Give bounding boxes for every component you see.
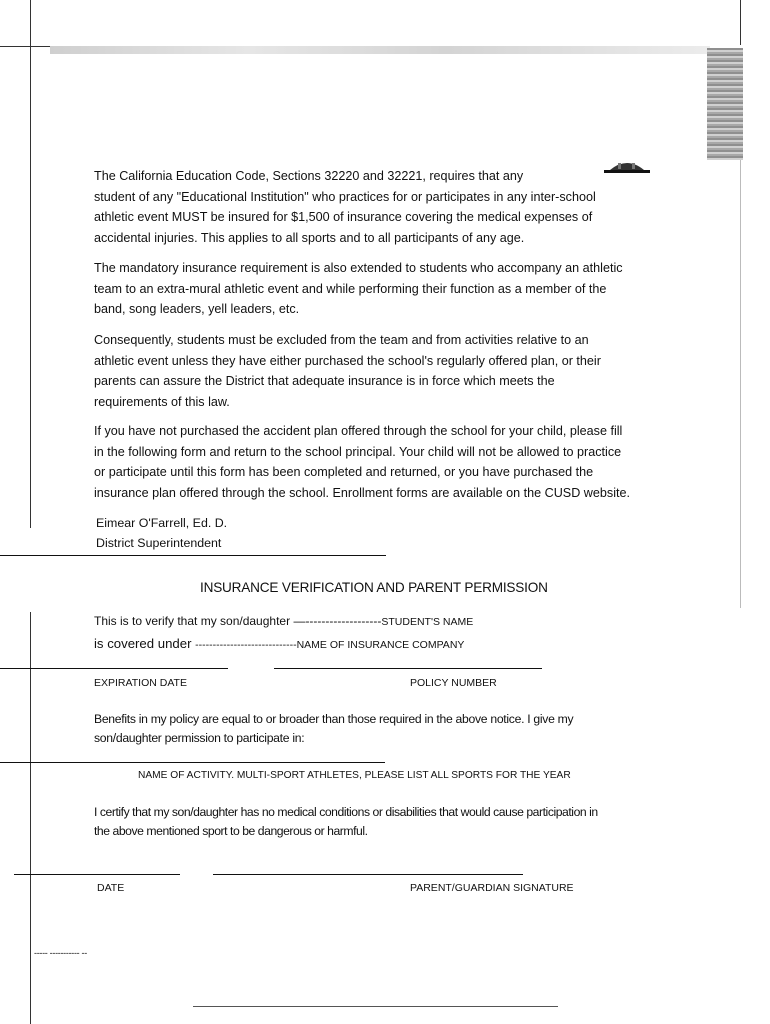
signatory-block: [96, 513, 227, 553]
insurance-company-label: NAME OF INSURANCE COMPANY: [296, 639, 465, 651]
left-margin-rule-top: [30, 0, 31, 528]
bottom-dashes: ----- ----------- --: [34, 948, 87, 958]
activity-field[interactable]: [0, 762, 385, 763]
insurance-company-line[interactable]: is covered under -----------------------------NAME OF INSURANCE COMPANY: [94, 636, 465, 651]
policy-number-field[interactable]: [274, 668, 542, 669]
activity-label: NAME OF ACTIVITY. MULTI-SPORT ATHLETES, PLEASE LIST ALL SPORTS FOR THE YEAR: [138, 770, 571, 781]
form-heading: INSURANCE VERIFICATION AND PARENT PERMISSION: [200, 580, 548, 595]
instructions-paragraph: If you have not purchased the accident plan offered through the school for your child, please fill in the following form and return to the school principal. Your child will not be allowed to practice or participate until this form has been completed and returned, or you have purchased the insurance plan offered through the school. Enrollment forms are available on the CUSD website.: [94, 424, 630, 500]
student-name-label: STUDENT'S NAME: [381, 616, 474, 628]
student-name-line[interactable]: This is to verify that my son/daughter —-------------------STUDENT'S NAME: [94, 614, 474, 628]
left-margin-rule-bottom: [30, 612, 31, 1024]
exclusion-paragraph: Consequently, students must be excluded from the team and from activities relative to an athletic event unless they have either purchased the school's regularly offered plan, or their parents can assure the District that adequate insurance is in force which meets the requirements of this law.: [94, 333, 601, 409]
top-scan-band: [50, 46, 710, 54]
mandatory-insurance-paragraph: The mandatory insurance requirement is also extended to students who accompany an athletic team to an extra-mural athletic event and while performing their function as a member of the band, song leaders, yell leaders, etc.: [94, 261, 623, 316]
date-field[interactable]: [14, 874, 180, 875]
right-scan-band: [707, 48, 743, 160]
benefits-statement: Benefits in my policy are equal to or broader than those required in the above notice. I give my son/daughter permission to participate in:: [94, 712, 574, 745]
expiration-date-field[interactable]: [0, 668, 228, 669]
student-name-blank[interactable]: —-------------------: [293, 614, 382, 628]
right-margin-rule: [740, 0, 741, 45]
signatory-title: District Superintendent: [96, 536, 222, 550]
education-code-paragraph: The California Education Code, Sections 32220 and 32221, requires that any student of any "Educational Institution" who practices for or participates in any inter-school athletic event MUST be insured for $1,500 of insurance covering the medical expenses of accidental injuries. This applies to all sports and to all participants of any age.: [94, 169, 596, 245]
signatory-name: Eimear O'Farrell, Ed. D.: [96, 516, 228, 530]
bottom-rule: [193, 1006, 558, 1007]
cut-line: [0, 555, 386, 556]
date-label: DATE: [97, 882, 125, 894]
signature-field[interactable]: [213, 874, 523, 875]
certification-statement: I certify that my son/daughter has no medical conditions or disabilities that would cause participation in the above mentioned sport to be dangerous or harmful.: [94, 805, 598, 838]
signature-label: PARENT/GUARDIAN SIGNATURE: [410, 882, 574, 894]
insurance-company-blank[interactable]: -----------------------------: [195, 639, 297, 651]
policy-number-label: POLICY NUMBER: [410, 677, 497, 689]
top-corner-rule: [0, 46, 50, 47]
right-margin-rule-lower: [740, 160, 741, 608]
expiration-date-label: EXPIRATION DATE: [94, 677, 187, 689]
